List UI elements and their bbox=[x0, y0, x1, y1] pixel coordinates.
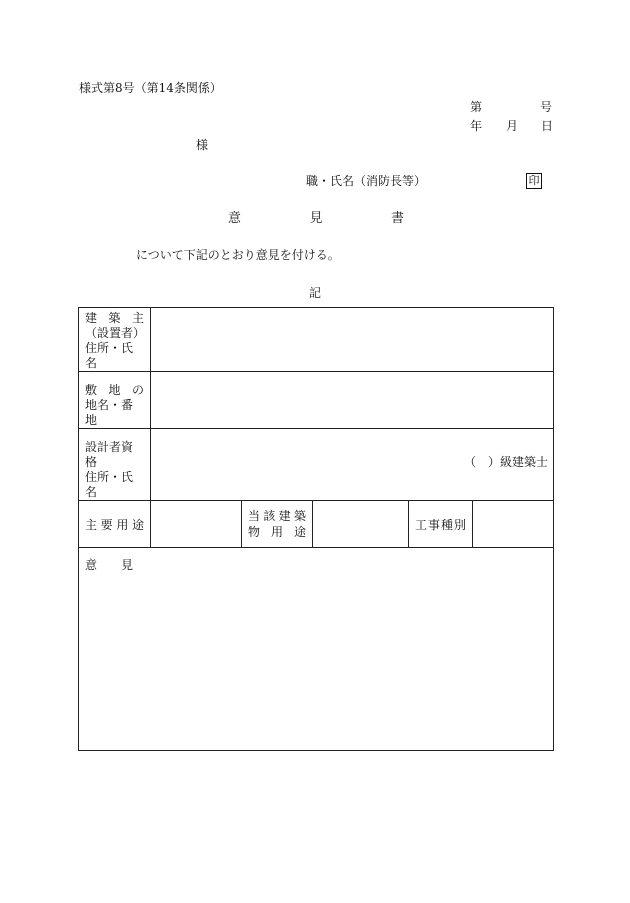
site-row bbox=[79, 372, 554, 429]
label-char: の bbox=[131, 383, 144, 397]
main-use-value-cell[interactable] bbox=[151, 501, 242, 548]
title-char: 意 bbox=[228, 211, 242, 226]
builder-value-cell[interactable] bbox=[151, 308, 554, 372]
title-char: 見 bbox=[309, 211, 323, 226]
designer-address-label: 住所・氏名 bbox=[85, 470, 134, 499]
label-char: 用 bbox=[116, 517, 129, 532]
label-char: 当 bbox=[248, 509, 261, 523]
label-char: 該 bbox=[263, 509, 276, 523]
label-char: 主 bbox=[85, 517, 98, 532]
document-title bbox=[228, 212, 404, 225]
designer-row bbox=[79, 429, 554, 501]
ki-heading: 記 bbox=[309, 286, 322, 300]
designer-value-cell[interactable] bbox=[151, 429, 554, 501]
label-char: 置 bbox=[109, 326, 122, 340]
label-char: 見 bbox=[120, 558, 133, 572]
opinion-cell[interactable] bbox=[79, 548, 554, 751]
intro-text: について下記のとおり意見を付ける。 bbox=[136, 248, 340, 262]
date-year: 年 bbox=[470, 119, 483, 133]
label-char: 者） bbox=[121, 326, 146, 340]
addressee-suffix: 様 bbox=[196, 138, 209, 152]
date-month: 月 bbox=[506, 119, 519, 133]
number-suffix: 号 bbox=[540, 100, 553, 114]
builder-row bbox=[79, 308, 554, 372]
work-type-value-cell[interactable] bbox=[473, 501, 554, 548]
label-char: 工 bbox=[415, 517, 428, 532]
label-char: 建 bbox=[278, 509, 291, 523]
site-address-label: 地名・番地 bbox=[85, 398, 134, 427]
number-prefix: 第 bbox=[470, 100, 483, 114]
label-char: 主 bbox=[131, 311, 144, 325]
builder-label-cell bbox=[79, 308, 151, 372]
seal-mark: 印 bbox=[526, 173, 542, 189]
site-label-cell bbox=[79, 372, 151, 429]
label-char: 物 bbox=[248, 525, 261, 539]
label-char: 用 bbox=[270, 525, 283, 539]
title-char: 書 bbox=[390, 211, 404, 226]
label-char: 築 bbox=[108, 311, 121, 325]
designer-label-cell bbox=[79, 429, 151, 501]
use-row bbox=[79, 501, 554, 548]
opinion-row bbox=[79, 548, 554, 751]
work-type-label-cell bbox=[409, 501, 473, 548]
label-char: 別 bbox=[453, 517, 466, 532]
site-value-cell[interactable] bbox=[151, 372, 554, 429]
label-char: 地 bbox=[108, 383, 121, 397]
designer-qualification-label: 設計者資格 bbox=[85, 440, 134, 469]
opinion-form-table bbox=[78, 307, 554, 751]
label-char: 要 bbox=[100, 517, 113, 532]
label-char: 意 bbox=[85, 558, 98, 572]
building-use-label-cell bbox=[242, 501, 313, 548]
label-char: 事 bbox=[427, 517, 440, 532]
label-char: 築 bbox=[293, 509, 306, 523]
label-char: 途 bbox=[293, 525, 306, 539]
main-use-label-cell bbox=[79, 501, 151, 548]
label-char: 建 bbox=[85, 311, 98, 325]
date-day: 日 bbox=[541, 119, 554, 133]
label-char: 種 bbox=[440, 517, 453, 532]
label-char: 敷 bbox=[85, 383, 98, 397]
label-char: （設 bbox=[85, 326, 110, 340]
builder-address-label: 住所・氏名 bbox=[85, 341, 134, 370]
label-char: 途 bbox=[131, 517, 144, 532]
form-number: 様式第8号（第14条関係） bbox=[79, 81, 222, 95]
official-name-label: 職・氏名（消防長等） bbox=[306, 174, 427, 188]
building-use-value-cell[interactable] bbox=[313, 501, 409, 548]
architect-class-label: （ ）級建築士 bbox=[464, 455, 549, 469]
